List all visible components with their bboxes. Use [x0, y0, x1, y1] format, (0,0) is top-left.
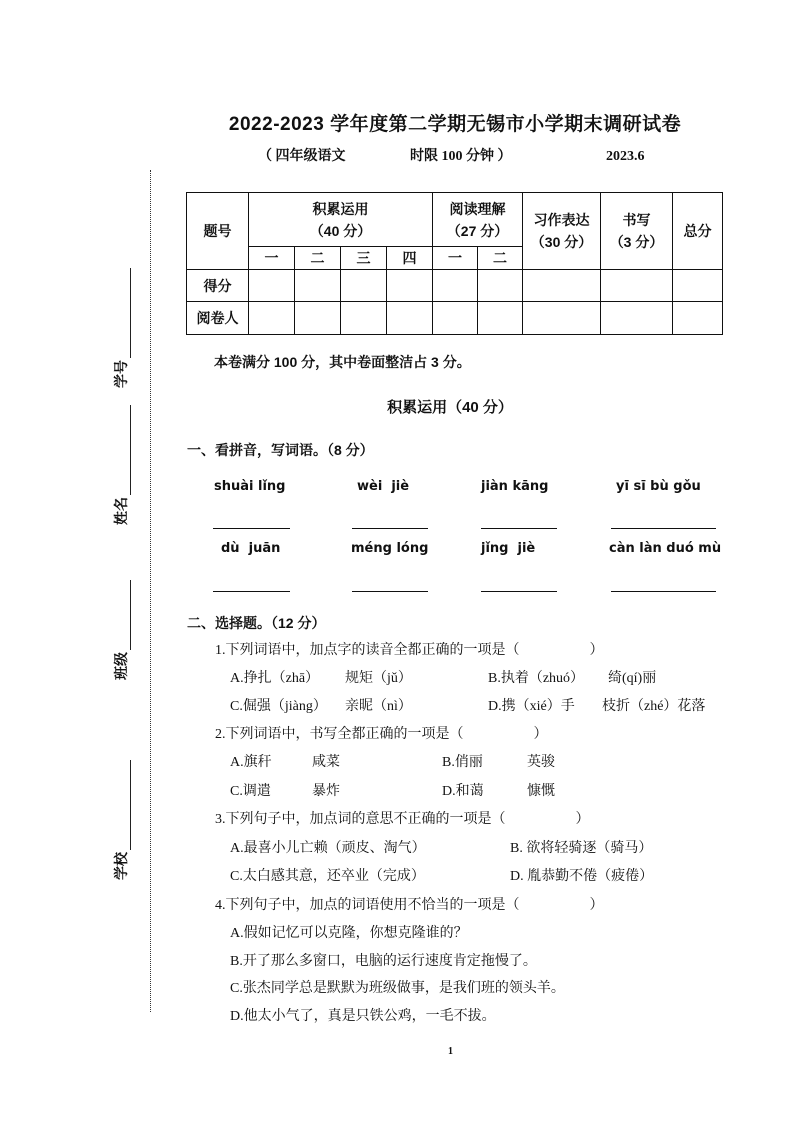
pinyin-item: càn làn duó mù: [609, 541, 722, 556]
grader-cell: [673, 302, 723, 335]
q2-option-d: D.和蔼: [442, 784, 484, 799]
row-label-score: 得分: [187, 270, 249, 302]
q1-option-d: D.携（xié）手: [488, 699, 575, 714]
grader-cell: [387, 302, 433, 335]
answer-blank: [611, 528, 716, 529]
q3-option-c: C.太白感其意，还卒业（完成）: [230, 869, 425, 884]
subtitle-time-limit: 时限 100 分钟 ）: [410, 149, 512, 164]
row-label-grader: 阅卷人: [187, 302, 249, 335]
student-id-field: [111, 268, 131, 388]
pinyin-item: yī sī bù gǒu: [616, 479, 701, 494]
q4-option-d: D.他太小气了，真是只铁公鸡，一毛不拔。: [230, 1009, 496, 1024]
score-cell: [433, 270, 478, 302]
grader-cell: [341, 302, 387, 335]
exam-date: 2023.6: [606, 149, 645, 164]
sub-header-reading-1: 一: [433, 247, 478, 270]
subtitle-grade: （ 四年级语文: [258, 149, 346, 164]
score-row: [187, 270, 723, 302]
score-cell: [387, 270, 433, 302]
q1-option-c-word2: 亲昵（nì）: [345, 699, 412, 714]
pinyin-item: jiàn kāng: [481, 479, 549, 494]
grader-cell: [295, 302, 341, 335]
q1-option-b: B.执着（zhuó）: [488, 671, 585, 686]
part2-title: 二、选择题。（12 分）: [187, 615, 326, 631]
grader-cell: [478, 302, 523, 335]
header-accumulation: [249, 193, 433, 247]
header-writing-points: （30 分）: [530, 234, 593, 250]
header-writing-name: 习作表达: [533, 212, 590, 228]
grader-row: [187, 302, 723, 335]
pinyin-item: wèi jiè: [357, 479, 410, 494]
student-id-label: 学号: [113, 360, 129, 388]
exam-note: 本卷满分 100 分，其中卷面整洁占 3 分。: [214, 354, 471, 370]
score-cell: [673, 270, 723, 302]
question-2-stem: 2.下列词语中，书写全都正确的一项是（ ）: [215, 727, 548, 742]
answer-blank: [352, 528, 428, 529]
q3-option-a: A.最喜小儿亡赖（顽皮、淘气）: [230, 841, 426, 856]
student-id-blank: [130, 268, 131, 358]
name-label: 姓名: [113, 497, 129, 525]
q1-option-d-word2: 枝折（zhé）花落: [602, 699, 706, 714]
class-label: 班级: [113, 652, 129, 680]
question-4-stem: 4.下列句子中，加点的词语使用不恰当的一项是（ ）: [215, 898, 604, 913]
answer-blank: [213, 528, 290, 529]
answer-blank: [611, 591, 716, 592]
score-cell: [249, 270, 295, 302]
q1-option-b-word2: 绮(qí)丽: [608, 671, 657, 686]
q2-option-c: C.调遣: [230, 784, 271, 799]
exam-title: 2022-2023 学年度第二学期无锡市小学期末调研试卷: [228, 114, 682, 135]
sub-header-3: 三: [341, 247, 387, 270]
pinyin-item: jǐng jiè: [481, 541, 536, 556]
score-cell: [295, 270, 341, 302]
q1-option-c: C.倔强（jiàng）: [230, 699, 327, 714]
q3-option-d: D. 胤恭勤不倦（疲倦）: [510, 869, 654, 884]
header-reading-name: 阅读理解: [449, 200, 506, 217]
score-cell: [601, 270, 673, 302]
q2-option-c-word2: 暴炸: [312, 784, 340, 799]
q4-option-a: A.假如记忆可以克隆，你想克隆谁的？: [230, 926, 468, 941]
score-cell: [523, 270, 601, 302]
header-handwriting: [601, 193, 673, 270]
q4-option-b: B.开了那么多窗口，电脑的运行速度肯定拖慢了。: [230, 954, 537, 969]
header-question-no: 题号: [187, 193, 249, 270]
header-handwriting-name: 书写: [622, 212, 651, 228]
grader-cell: [601, 302, 673, 335]
score-cell: [341, 270, 387, 302]
sub-header-1: 一: [249, 247, 295, 270]
sub-header-reading-2: 二: [478, 247, 523, 270]
q1-option-a-word2: 规矩（jǔ）: [345, 671, 412, 686]
q2-option-b: B.俏丽: [442, 755, 483, 770]
header-reading: [433, 193, 523, 247]
header-accumulation-name: 积累运用: [312, 200, 369, 217]
grader-cell: [433, 302, 478, 335]
header-writing: [523, 193, 601, 270]
name-blank: [130, 405, 131, 495]
section-title: 积累运用（40 分）: [387, 399, 513, 416]
q1-option-a: A.挣扎（zhā）: [230, 671, 320, 686]
school-blank: [130, 760, 131, 850]
school-field: [111, 760, 131, 880]
question-1-stem: 1.下列词语中，加点字的读音全都正确的一项是（ ）: [215, 643, 604, 658]
header-accumulation-points: （40 分）: [309, 222, 372, 239]
answer-blank: [481, 528, 557, 529]
q2-option-a-word2: 咸菜: [312, 755, 340, 770]
part1-title: 一、看拼音，写词语。（8 分）: [187, 442, 374, 458]
sub-header-4: 四: [387, 247, 433, 270]
pinyin-item: dù juān: [221, 541, 281, 556]
header-total: 总分: [673, 193, 723, 270]
score-table: [186, 192, 723, 335]
grader-cell: [523, 302, 601, 335]
sub-header-2: 二: [295, 247, 341, 270]
q2-option-d-word2: 慷慨: [527, 784, 555, 799]
pinyin-item: shuài lǐng: [214, 479, 286, 494]
page-number: 1: [448, 1046, 453, 1057]
header-reading-points: （27 分）: [446, 222, 509, 239]
q2-option-b-word2: 英骏: [527, 755, 555, 770]
question-3-stem: 3.下列句子中，加点词的意思不正确的一项是（ ）: [215, 812, 590, 827]
class-field: [111, 580, 131, 680]
school-label: 学校: [113, 852, 129, 880]
q2-option-a: A.旗秆: [230, 755, 272, 770]
header-handwriting-points: （3 分）: [609, 234, 664, 250]
score-cell: [478, 270, 523, 302]
q4-option-c: C.张杰同学总是默默为班级做事，是我们班的领头羊。: [230, 981, 565, 996]
answer-blank: [213, 591, 290, 592]
class-blank: [130, 580, 131, 650]
binding-dotted-line: [150, 170, 151, 1012]
pinyin-item: méng lóng: [351, 541, 429, 556]
name-field: [111, 405, 131, 525]
q3-option-b: B. 欲将轻骑逐（骑马）: [510, 841, 653, 856]
grader-cell: [249, 302, 295, 335]
answer-blank: [352, 591, 428, 592]
answer-blank: [481, 591, 557, 592]
